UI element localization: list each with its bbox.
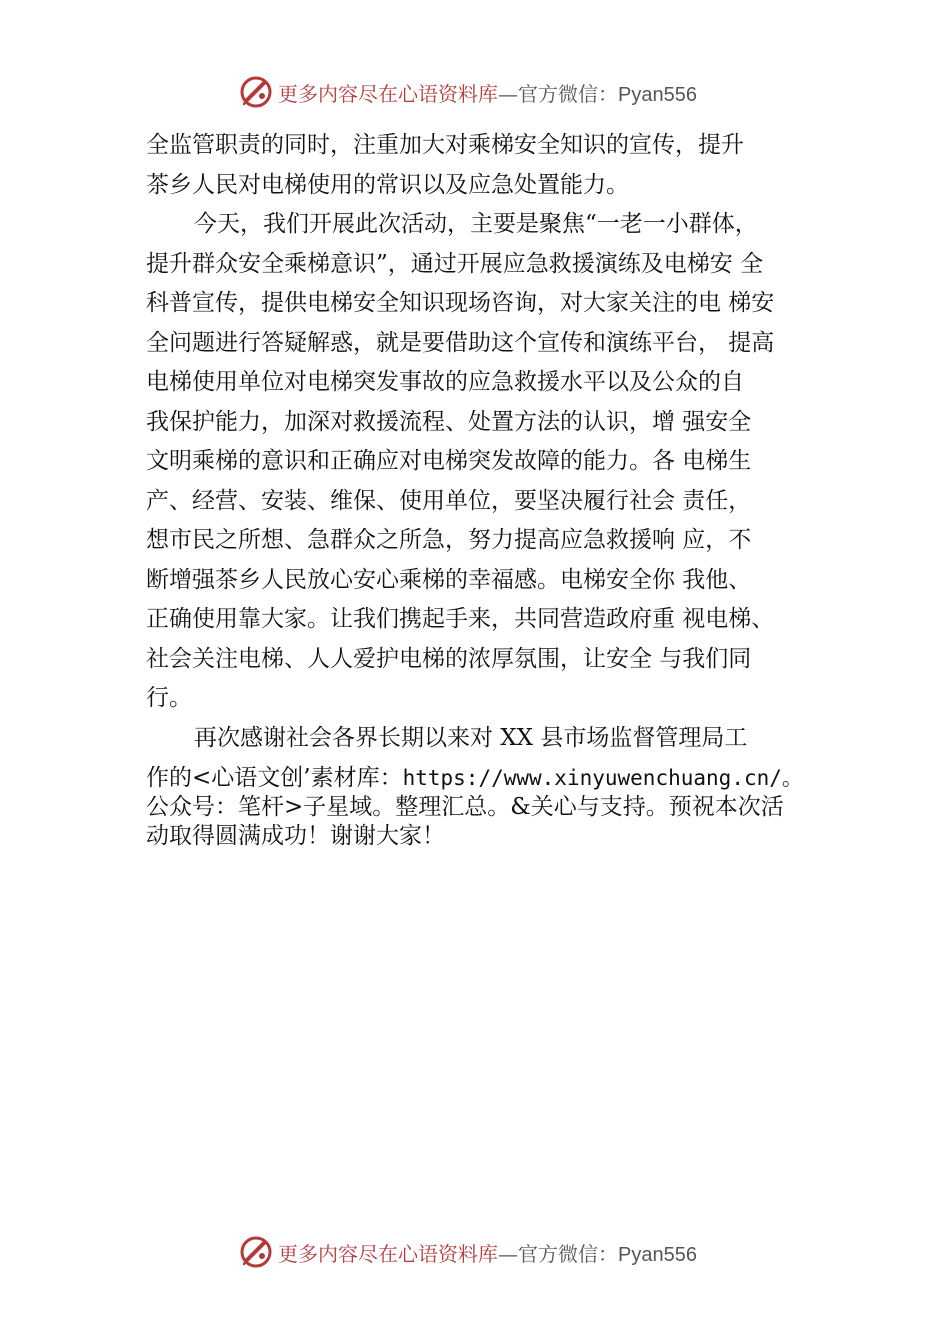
watermark-text	[278, 78, 697, 107]
watermark-wechat-label: 官方微信：	[518, 81, 618, 106]
pen-circle-logo-icon	[238, 1234, 274, 1270]
watermark-brand: 更多内容尽在心语资料库	[278, 81, 498, 106]
watermark-separator: —	[498, 1241, 518, 1266]
watermark-wechat-id: Pyan556	[618, 83, 697, 106]
closing-line-2: 公众号：笔杆>子星域。整理汇总。&关心与支持。预祝本次活	[146, 794, 784, 820]
watermark-brand: 更多内容尽在心语资料库	[278, 1241, 498, 1266]
closing-line-1-url: https://www.xinyuwenchuang.cn/。	[402, 766, 803, 790]
watermark-wechat-label: 官方微信：	[518, 1241, 618, 1266]
document-body	[146, 126, 826, 851]
closing-paragraph	[146, 764, 826, 851]
watermark-separator: —	[498, 81, 518, 106]
watermark-wechat-id: Pyan556	[618, 1243, 697, 1266]
paragraph-3: 再次感谢社会各界长期以来对 XX 县市场监督管理局工	[194, 724, 748, 751]
header-watermark	[238, 74, 758, 110]
closing-line-3: 动取得圆满成功！谢谢大家！	[146, 823, 445, 849]
paragraph-1: 全监管职责的同时，注重加大对乘梯安全知识的宣传，提升 茶乡人民对电梯使用的常识以及应急处置能力。	[146, 132, 744, 198]
closing-line-1-prefix: 作的<心语文创’素材库：	[146, 765, 403, 791]
pen-circle-logo-icon	[238, 74, 274, 110]
paragraph-2: 今天，我们开展此次活动，主要是聚焦“一老一小群体， 提升群众安全乘梯意识”，通过开展应急救援演练及电梯安 全 科普宣传，提供电梯安全知识现场咨询，对大家关注的电 梯安 全问题进行答疑解惑，就是要借助这个宣传和演练平台， 提高 电梯使用单位对电梯突发事故的应急救援水平以及公众的自 我保护能力，加深对救援流程、处置方法的认识，增 强安全 文明乘梯的意识和正确应对电梯突发故障的能力。各 电梯生 产、经营、安装、维保、使用单位，要坚决履行社会 责任， 想市民之所想、急群众之所急，努力提高应急救援响 应，不 断增强茶乡人民放心安心乘梯的幸福感。电梯安全你 我他、 正确使用靠大家。让我们携起手来，共同营造政府重 视电梯、 社会关注电梯、人人爱护电梯的浓厚氛围，让安全 与我们同 行。	[146, 211, 775, 711]
footer-watermark	[238, 1234, 758, 1270]
watermark-text	[278, 1238, 697, 1267]
